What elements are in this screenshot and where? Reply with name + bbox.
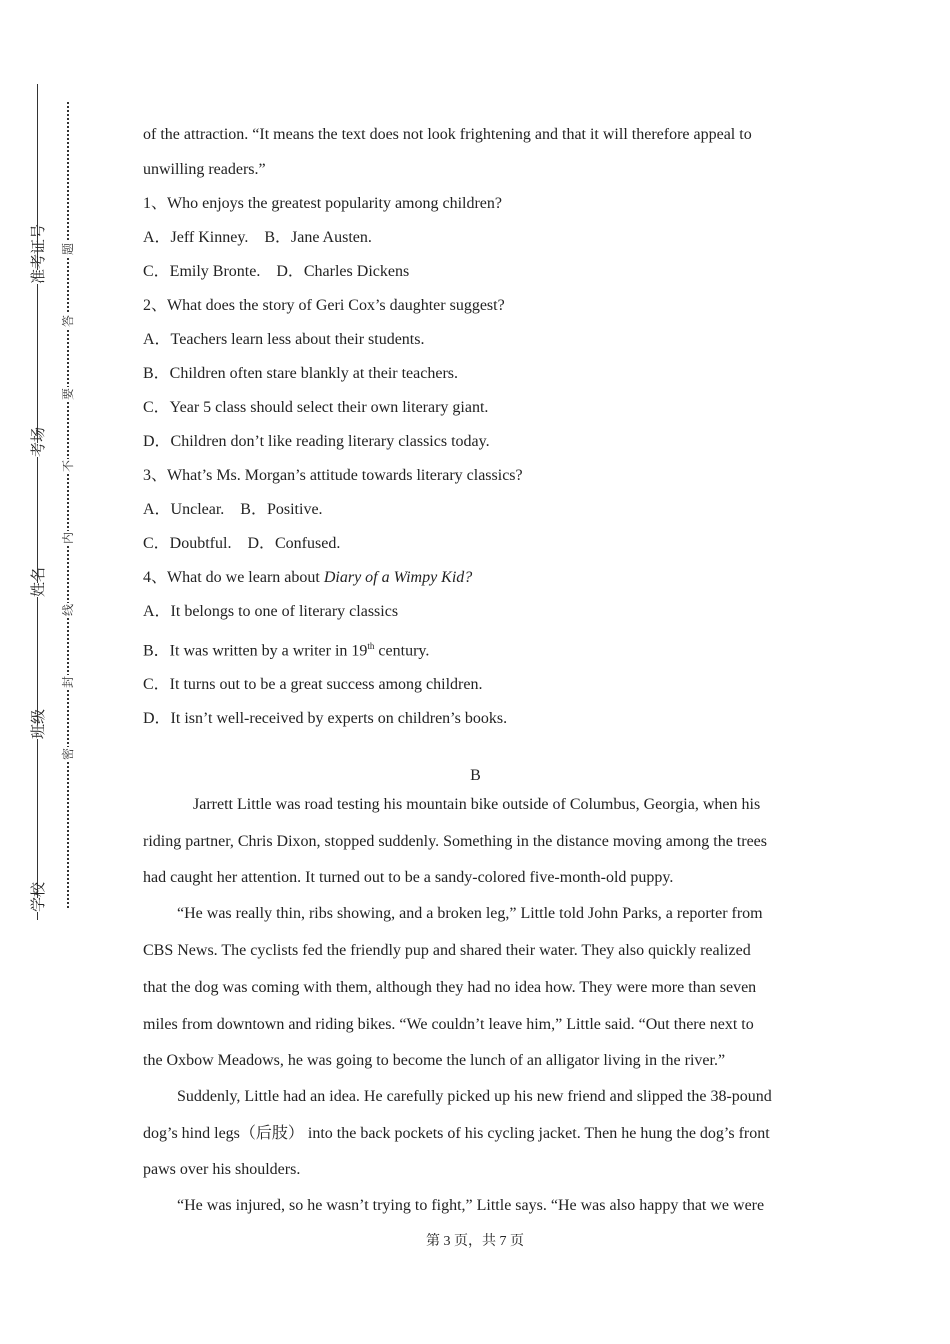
label-exam-number: 准考证号	[29, 223, 47, 284]
passage-line: had caught her attention. It turned out to be a sandy-colored five-month-old puppy.	[143, 869, 674, 887]
seal-char: 密	[61, 748, 75, 761]
question-stem: 1、Who enjoys the greatest popularity among children?	[143, 195, 503, 212]
ordinal-suffix: th	[367, 641, 375, 651]
binding-margin	[0, 0, 95, 1344]
question-1	[143, 187, 808, 289]
question-2	[143, 289, 808, 459]
page-number: 第 3 页，共 7 页	[426, 1234, 524, 1249]
question-option: A．Unclear. B．Positive.	[143, 501, 323, 518]
passage-line: Suddenly, Little had an idea. He carefully picked up his new friend and slipped the 38-pound	[177, 1088, 772, 1106]
passage-line: CBS News. The cyclists fed the friendly pup and shared their water. They also quickly realized	[143, 942, 751, 960]
question-3	[143, 459, 808, 561]
passage-line: miles from downtown and riding bikes. “We couldn’t leave him,” Little said. “Out there next to	[143, 1016, 754, 1034]
book-title: Diary of a Wimpy Kid?	[323, 569, 473, 586]
question-option: A．Jeff Kinney. B．Jane Austen.	[143, 229, 372, 246]
passage-a-line: of the attraction. “It means the text does not look frightening and that it will therefore appeal to	[143, 126, 752, 143]
seal-char: 线	[61, 604, 75, 617]
page-content	[143, 116, 808, 1224]
question-option: C．Emily Bronte. D．Charles Dickens	[143, 263, 410, 280]
seal-char: 答	[61, 315, 75, 328]
seal-char: 要	[61, 388, 75, 401]
passage-a-line: unwilling readers.”	[143, 161, 266, 178]
seal-dotted-line	[67, 102, 69, 908]
question-option: C．It turns out to be a great success among children.	[143, 676, 483, 694]
question-stem: 2、What does the story of Geri Cox’s daughter suggest?	[143, 297, 505, 314]
seal-char: 封	[61, 676, 75, 689]
label-school: 学校	[29, 881, 47, 912]
question-stem	[143, 561, 808, 595]
seal-char: 内	[61, 532, 75, 545]
label-name: 姓名	[29, 566, 47, 597]
seal-char: 题	[61, 243, 75, 256]
question-option: C．Year 5 class should select their own literary giant.	[143, 399, 489, 416]
passage-line: “He was injured, so he wasn’t trying to fight,” Little says. “He was also happy that we were	[177, 1197, 765, 1215]
option-text: B．It was written by a writer in 19	[143, 642, 368, 660]
passage-line: the Oxbow Meadows, he was going to become the lunch of an alligator living in the river.”	[143, 1052, 726, 1070]
label-class: 班级	[29, 708, 47, 739]
question-option: C．Doubtful. D．Confused.	[143, 535, 341, 552]
passage-line: paws over his shoulders.	[143, 1161, 301, 1179]
question-4	[143, 561, 808, 736]
section-heading: B	[470, 767, 481, 785]
seal-char: 不	[61, 460, 75, 473]
question-option: D．It isn’t well-received by experts on children’s books.	[143, 710, 508, 728]
option-text-tail: century.	[374, 642, 430, 660]
passage-line: riding partner, Chris Dixon, stopped suddenly. Something in the distance moving among the trees	[143, 833, 767, 851]
question-option: B．Children often stare blankly at their teachers.	[143, 365, 459, 382]
question-option: A．It belongs to one of literary classics	[143, 603, 399, 620]
question-stem-text: 4、What do we learn about	[143, 569, 324, 586]
passage-line: that the dog was coming with them, although they had no idea how. They were more than seven	[143, 979, 757, 997]
question-option: D．Children don’t like reading literary classics today.	[143, 433, 490, 450]
passage-line: dog’s hind legs（后肢） into the back pockets of his cycling jacket. Then he hung the dog’s front	[143, 1125, 770, 1143]
passage-b	[143, 786, 808, 1224]
question-option: A．Teachers learn less about their students.	[143, 331, 425, 348]
passage-line: Jarrett Little was road testing his mountain bike outside of Columbus, Georgia, when his	[193, 796, 761, 814]
question-stem: 3、What’s Ms. Morgan’s attitude towards literary classics?	[143, 467, 523, 484]
question-option	[143, 629, 808, 668]
binding-solid-line	[37, 84, 38, 920]
label-exam-room: 考场	[29, 426, 47, 457]
passage-line: “He was really thin, ribs showing, and a broken leg,” Little told John Parks, a reporter from	[177, 905, 763, 923]
